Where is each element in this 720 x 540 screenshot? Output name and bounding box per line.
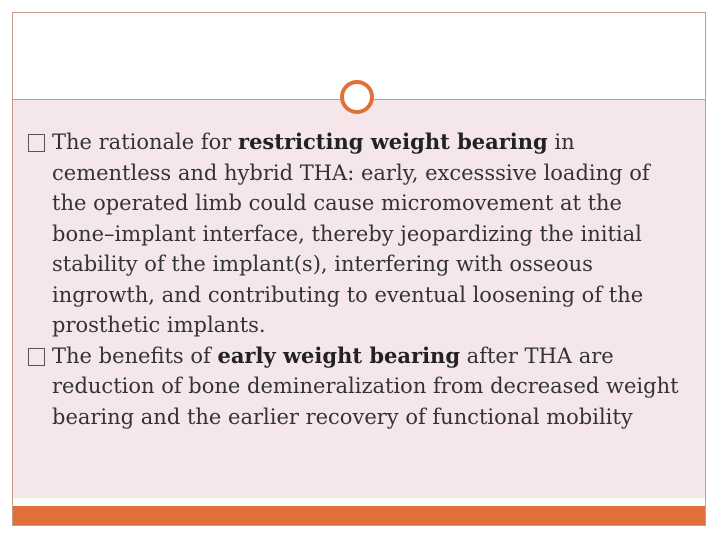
bullet-list: [28, 127, 688, 432]
bullet-item-benefits: [28, 341, 688, 433]
circle-ornament-icon: [340, 80, 374, 114]
footer-accent-bar: [13, 506, 705, 525]
bullet-text-bold: restricting weight bearing: [238, 129, 548, 154]
square-bullet-icon: [28, 134, 45, 152]
bullet-text-post: after THA are reduction of bone demineralization from decreased weight bearing and the earlier recovery of functional mobility: [52, 343, 679, 429]
bullet-text-bold: early weight bearing: [217, 342, 460, 368]
bullet-text-pre: The benefits of: [52, 343, 218, 368]
bullet-text-pre: The rationale for: [52, 130, 238, 154]
square-bullet-icon: [28, 348, 45, 366]
bullet-text-post: in cementless and hybrid THA: early, excesssive loading of the operated limb could cause micromovement at the bone–implant interface, thereby jeopardizing the initial stability of the implant(s), interfering with osseous ingrowth, and contributing to eventual loosening of the prosthetic implants.: [52, 130, 650, 337]
bullet-item-rationale: [28, 127, 688, 341]
